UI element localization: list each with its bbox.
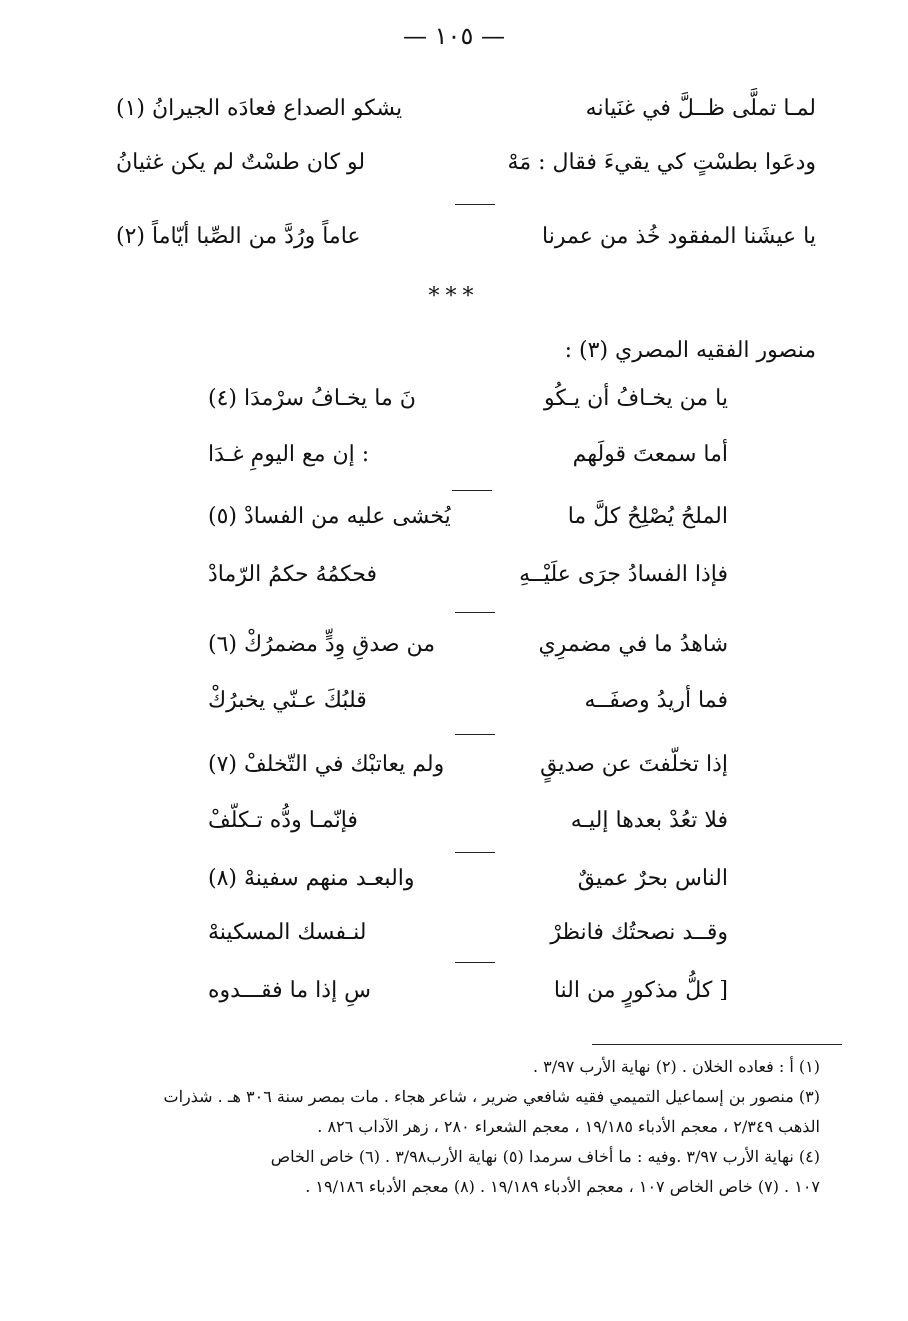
verse-hemistich-first: شاهدُ ما في مضمرِي xyxy=(538,632,728,657)
verse-hemistich-first: وقــد نصحتُك فانظرْ xyxy=(550,920,728,945)
verse-hemistich-first: فإذا الفسادُ جرَى علَيْــهِ xyxy=(519,562,728,587)
page-number: — ١٠٥ — xyxy=(403,22,505,50)
footnotes xyxy=(90,1052,820,1202)
verse-hemistich-second: فإنّمـا ودُّه تـكلّفْ xyxy=(208,808,358,833)
verse-hemistich-first: ودعَوا بطسْتٍ كي يقيءَ فقال : مَهْ xyxy=(507,150,816,175)
verse-hemistich-first: فما أريدُ وصفَــه xyxy=(584,688,728,713)
verse-hemistich-second: والبعـد منهم سفينهْ (٨) xyxy=(208,866,415,891)
verse-hemistich-first: فلا تعُدْ بعدها إليـه xyxy=(570,808,728,833)
verse-hemistich-second: قلبُكَ عـنّي يخبرُكْ xyxy=(208,688,367,713)
verse-separator xyxy=(455,852,495,853)
verse-separator xyxy=(452,490,492,491)
verse-hemistich-first: الملحُ يُصْلِحُ كلَّ ما xyxy=(567,504,728,529)
footnote-line: (٤) نهاية الأرب ٣/٩٧ .وفيه : ما أخاف سرمدا (٥) نهاية الأرب٣/٩٨ . (٦) خاص الخاص xyxy=(270,1147,820,1166)
verse-hemistich-second: فحكمُهُ حكمُ الرّمادْ xyxy=(208,562,377,587)
verse-hemistich-first: لمـا تملَّى ظــلَّ في غنَيانه xyxy=(585,96,816,121)
verse-hemistich-first: يا عيشَنا المفقود خُذ من عمرنا xyxy=(542,224,816,249)
verse-separator xyxy=(455,962,495,963)
verse-hemistich-second: سِ إذا ما فقـــدوه xyxy=(208,978,372,1003)
footnote-line: (١) أ : فعاده الخلان . (٢) نهاية الأرب ٣/٩٧ . xyxy=(533,1057,820,1076)
verse-hemistich-first: إذا تخلّفتَ عن صديقٍ xyxy=(540,752,728,777)
verse-hemistich-second: يشكو الصداع فعادَه الجيرانُ (١) xyxy=(116,96,403,121)
verse-separator xyxy=(455,734,495,735)
footnote-rule xyxy=(592,1044,842,1045)
verse-hemistich-first: أما سمعتَ قولَهم xyxy=(572,442,728,467)
verse-hemistich-second: نَ ما يخـافُ سرْمدَا (٤) xyxy=(208,386,416,411)
verse-hemistich-second: ولم يعاتبْك في التّخلفْ (٧) xyxy=(208,752,445,777)
section-divider-stars: *** xyxy=(428,284,480,309)
verse-hemistich-second: يُخشى عليه من الفسادْ (٥) xyxy=(208,504,451,529)
verse-hemistich-second: عاماً ورُدَّ من الصِّبا أيّاماً (٢) xyxy=(116,224,361,249)
footnote-line: (٣) منصور بن إسماعيل التميمي فقيه شافعي ضرير ، شاعر هجاء . مات بمصر سنة ٣٠٦ هـ . شذرات xyxy=(163,1087,820,1106)
verse-separator xyxy=(455,204,495,205)
verse-hemistich-second: لو كان طسْتٌ لم يكن غثيانُ xyxy=(116,150,366,175)
verse-separator xyxy=(455,612,495,613)
verse-hemistich-first: [ كلُّ مذكورٍ من النا xyxy=(553,978,728,1003)
section-title: منصور الفقيه المصري (٣) : xyxy=(564,338,816,363)
verse-hemistich-second: : إن مع اليومِ غـدَا xyxy=(208,442,370,467)
verse-hemistich-first: الناس بحرٌ عميقٌ xyxy=(577,866,728,891)
footnote-line: الذهب ٢/٣٤٩ ، معجم الأدباء ١٩/١٨٥ ، معجم الشعراء ٢٨٠ ، زهر الآداب ٨٢٦ . xyxy=(317,1117,820,1136)
verse-hemistich-second: لنـفسك المسكينهْ xyxy=(208,920,367,945)
footnote-line: ١٠٧ . (٧) خاص الخاص ١٠٧ ، معجم الأدباء ١٩/١٨٩ . (٨) معجم الأدباء ١٩/١٨٦ . xyxy=(305,1177,820,1196)
verse-hemistich-second: من صدقِ وِدٍّ مضمرُكْ (٦) xyxy=(208,632,436,657)
verse-hemistich-first: يا من يخـافُ أن يـكُو xyxy=(544,386,728,411)
